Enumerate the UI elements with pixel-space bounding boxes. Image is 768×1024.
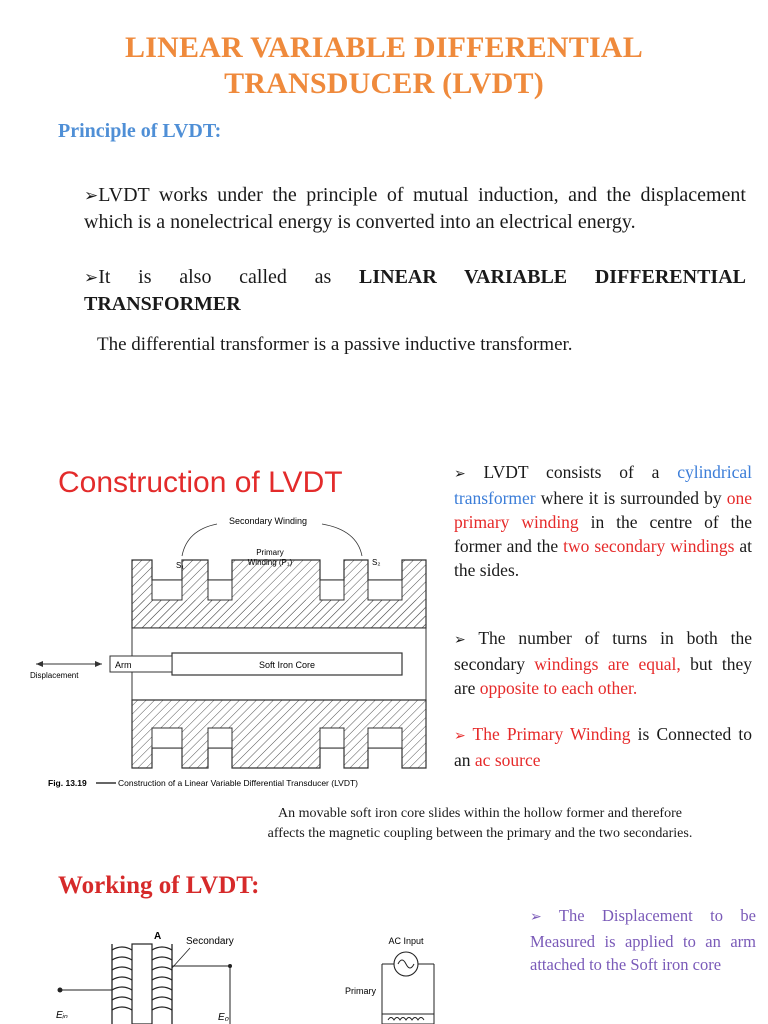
- principle-bullet-2: [84, 264, 746, 317]
- displacement-label: Displacement: [30, 671, 79, 680]
- working-bullet-1-text: The Displacement to be Measured is applied to an arm attached to the Soft iron core: [530, 906, 757, 974]
- arrow-bullet-icon: ➢: [454, 632, 466, 648]
- ein-label: Eᵢₙ: [56, 1010, 68, 1021]
- a-label: A: [154, 931, 162, 942]
- figure-number: Fig. 13.19: [48, 778, 87, 788]
- arm-label: Arm: [115, 660, 132, 670]
- arrow-bullet-icon: ➢: [530, 909, 542, 925]
- construction-text: in the centre of the former and the: [454, 512, 752, 556]
- principle-bullet-1: [84, 182, 746, 235]
- construction-text: is Connected to an: [454, 724, 753, 770]
- construction-note-line-1: An movable soft iron core slides within the hollow former and therefore: [278, 806, 682, 821]
- construction-bullet-1: [454, 460, 752, 582]
- arrow-bullet-icon: ➢: [84, 186, 99, 206]
- construction-bullet-3: [454, 722, 752, 772]
- primary-label: Primary: [345, 986, 376, 996]
- principle-bullet-2-prefix: It is also called as: [98, 266, 359, 288]
- construction-note-line-2: affects the magnetic coupling between the primary and the two secondaries.: [267, 826, 693, 841]
- page-title-line1: LINEAR VARIABLE DIFFERENTIAL: [125, 31, 643, 64]
- highlight-one-primary-winding: one primary winding: [454, 488, 752, 532]
- construction-text: at the sides.: [454, 536, 752, 580]
- highlight-cylindrical-transformer: cylindrical transformer: [454, 462, 753, 508]
- lvdt-construction-diagram: [22, 510, 442, 790]
- secondary-winding-label: Secondary Winding: [228, 516, 308, 526]
- principle-heading: Principle of LVDT:: [58, 120, 222, 142]
- primary-winding-label-2: Winding (P₁): [247, 558, 293, 567]
- core-label: Soft Iron Core: [258, 660, 316, 670]
- eo-label: E₀: [218, 1012, 229, 1023]
- primary-winding-label-1: Primary: [256, 548, 284, 557]
- construction-text: LVDT consists of a: [483, 462, 678, 482]
- lvdt-working-diagram: [40, 920, 480, 1024]
- construction-bullet-2: [454, 626, 752, 700]
- working-bullet-1: [530, 904, 756, 977]
- arrow-bullet-icon: ➢: [454, 728, 466, 744]
- page-title-line2: TRANSDUCER (LVDT): [224, 67, 544, 100]
- principle-bullet-2-bold: LINEAR VARIABLE DIFFERENTIAL TRANSFORMER: [84, 266, 746, 315]
- figure-caption: Construction of a Linear Variable Differential Transducer (LVDT): [118, 778, 359, 788]
- principle-bullet-1-text: LVDT works under the principle of mutual induction, and the displacement which is a nonelectrical energy is converted into an electrical energy.: [84, 184, 746, 233]
- highlight-windings-equal: windings are equal,: [534, 654, 681, 674]
- highlight-two-secondary-windings: two secondary windings: [563, 536, 735, 556]
- construction-text: The number of turns in both the secondary: [454, 628, 752, 674]
- highlight-primary-winding: The Primary Winding: [472, 724, 631, 744]
- highlight-opposite: opposite to each other.: [479, 678, 638, 698]
- ac-input-label: AC Input: [388, 936, 424, 946]
- construction-text: where it is surrounded by: [535, 488, 727, 508]
- construction-text: but they are: [454, 654, 752, 698]
- construction-heading: Construction of LVDT: [58, 466, 343, 499]
- highlight-ac-source: ac source: [474, 750, 541, 770]
- construction-note: [200, 804, 760, 844]
- principle-note: The differential transformer is a passive inductive transformer.: [97, 334, 573, 355]
- s2-label: S₂: [372, 558, 381, 567]
- arrow-bullet-icon: ➢: [454, 466, 466, 482]
- arrow-bullet-icon: ➢: [84, 268, 99, 288]
- secondary-label: Secondary: [186, 936, 234, 947]
- working-heading: Working of LVDT:: [58, 872, 260, 899]
- s1-label: S₁: [176, 561, 185, 570]
